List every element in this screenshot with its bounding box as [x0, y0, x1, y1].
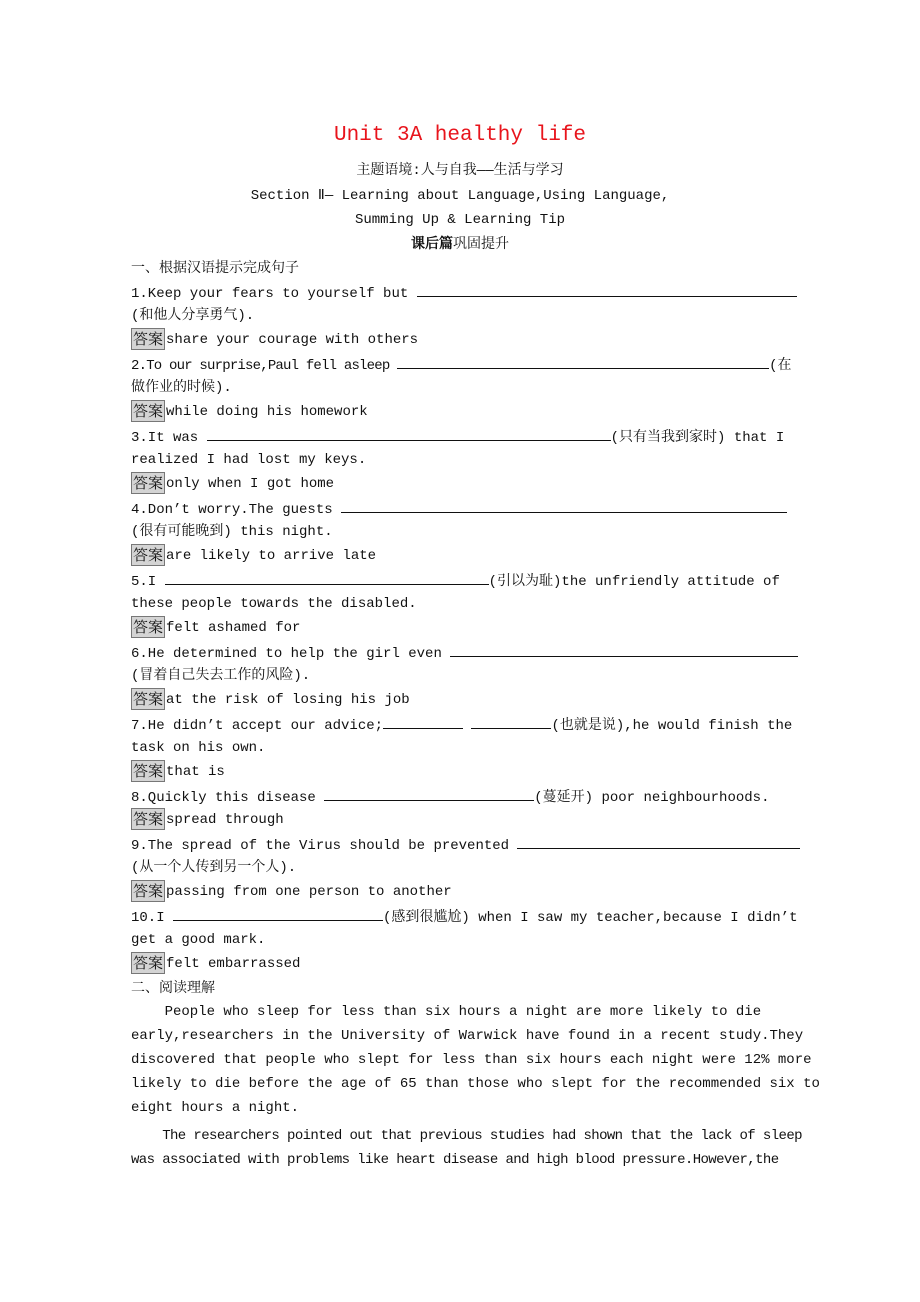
answer-text: spread through [166, 812, 284, 828]
q-text: (感到很尴尬) when I saw my teacher,because I didn’t [383, 910, 798, 926]
answer-label: 答案 [133, 546, 164, 565]
answer-10 [131, 952, 300, 976]
answer-3 [131, 472, 334, 496]
q-text: these people towards the disabled. [131, 596, 417, 612]
passage-line: The researchers pointed out that previous studies had shown that the lack of sleep [131, 1128, 802, 1144]
q-text: 1.Keep your fears to yourself but [131, 286, 417, 302]
section-line-2: Summing Up & Learning Tip [354, 212, 566, 228]
answer-text: at the risk of losing his job [166, 692, 410, 708]
q-text: 7.He didn’t accept our advice; [131, 718, 384, 734]
answer-9 [131, 880, 452, 904]
answer-label: 答案 [133, 474, 164, 493]
answer-label: 答案 [133, 810, 164, 829]
question-8 [131, 784, 769, 808]
answer-blank[interactable] [173, 904, 383, 921]
question-5 [131, 568, 780, 592]
q-text: 5.I [131, 574, 165, 590]
answer-label: 答案 [133, 954, 164, 973]
part2-heading: 二、阅读理解 [131, 980, 215, 996]
subheading [0, 232, 920, 256]
q-text: (只有当我到家时) that I [610, 430, 785, 446]
q-text: get a good mark. [131, 932, 266, 948]
doc-title: Unit 3A healthy life [333, 124, 587, 147]
answer-label: 答案 [133, 882, 164, 901]
answer-label: 答案 [133, 330, 164, 349]
answer-text: only when I got home [166, 476, 335, 492]
answer-text: that is [166, 764, 225, 780]
q-text: (引以为耻)the unfriendly attitude of [488, 574, 780, 590]
answer-2 [131, 400, 368, 424]
question-1 [131, 280, 797, 304]
part1-heading: 一、根据汉语提示完成句子 [131, 260, 299, 276]
answer-blank[interactable] [417, 280, 797, 297]
answer-text: passing from one person to another [166, 884, 452, 900]
answer-4 [131, 544, 376, 568]
question-4 [131, 496, 787, 520]
subheading-bold: 课后篇 [411, 236, 453, 252]
q-text: (从一个人传到另一个人). [131, 860, 297, 876]
passage-line: likely to die before the age of 65 than those who slept for the recommended six to [131, 1076, 820, 1092]
passage-line: early,researchers in the University of Warwick have found in a recent study.They [131, 1028, 804, 1044]
question-7 [131, 712, 792, 736]
q-text: (蔓延开) poor neighbourhoods. [534, 790, 770, 806]
answer-blank[interactable] [341, 496, 787, 513]
q-text: 9.The spread of the Virus should be prevented [131, 838, 518, 854]
answer-7 [131, 760, 225, 784]
answer-blank[interactable] [471, 712, 551, 729]
answer-label: 答案 [133, 618, 164, 637]
q-text: (和他人分享勇气). [131, 308, 255, 324]
answer-blank[interactable] [383, 712, 463, 729]
section-line-1: Section Ⅱ— Learning about Language,Using Language, [250, 188, 670, 204]
q-text: 6.He determined to help the girl even [131, 646, 451, 662]
question-3 [131, 424, 784, 448]
answer-blank[interactable] [450, 640, 798, 657]
q-text: realized I had lost my keys. [131, 452, 367, 468]
answer-8 [131, 808, 284, 832]
q-text: (在 [769, 358, 792, 374]
theme-line: 主题语境:人与自我——生活与学习 [356, 163, 564, 179]
answer-text: while doing his homework [166, 404, 368, 420]
answer-text: share your courage with others [166, 332, 419, 348]
q-text: (很有可能晚到) this night. [131, 524, 333, 540]
answer-blank[interactable] [324, 784, 534, 801]
answer-label: 答案 [133, 762, 164, 781]
answer-blank[interactable] [165, 568, 489, 585]
answer-text: are likely to arrive late [166, 548, 377, 564]
passage-line: People who sleep for less than six hours a night are more likely to die [131, 1004, 762, 1020]
answer-1 [131, 328, 418, 352]
q-text: 4.Don’t worry.The guests [131, 502, 342, 518]
passage-line: was associated with problems like heart disease and high blood pressure.However,the [131, 1152, 779, 1168]
answer-text: felt embarrassed [166, 956, 301, 972]
q-text: 10.I [131, 910, 174, 926]
answer-blank[interactable] [517, 832, 800, 849]
answer-5 [131, 616, 300, 640]
q-text: (冒着自己失去工作的风险). [131, 668, 311, 684]
q-text: 3.It was [131, 430, 207, 446]
question-6 [131, 640, 798, 664]
passage-line: eight hours a night. [131, 1100, 300, 1116]
answer-blank[interactable] [207, 424, 611, 441]
q-text: 2.To our surprise,Paul fell asleep [131, 358, 398, 374]
q-text: 做作业的时候). [131, 380, 232, 396]
passage-line: discovered that people who slept for less than six hours each night were 12% more [131, 1052, 812, 1068]
answer-6 [131, 688, 410, 712]
answer-label: 答案 [133, 690, 164, 709]
answer-label: 答案 [133, 402, 164, 421]
subheading-rest: 巩固提升 [453, 236, 509, 252]
question-9 [131, 832, 800, 856]
q-text: task on his own. [131, 740, 266, 756]
question-10 [131, 904, 797, 928]
answer-blank[interactable] [397, 352, 769, 369]
q-text: 8.Quickly this disease [131, 790, 325, 806]
q-text: (也就是说),he would finish the [551, 718, 793, 734]
question-2 [131, 352, 791, 376]
answer-text: felt ashamed for [166, 620, 301, 636]
